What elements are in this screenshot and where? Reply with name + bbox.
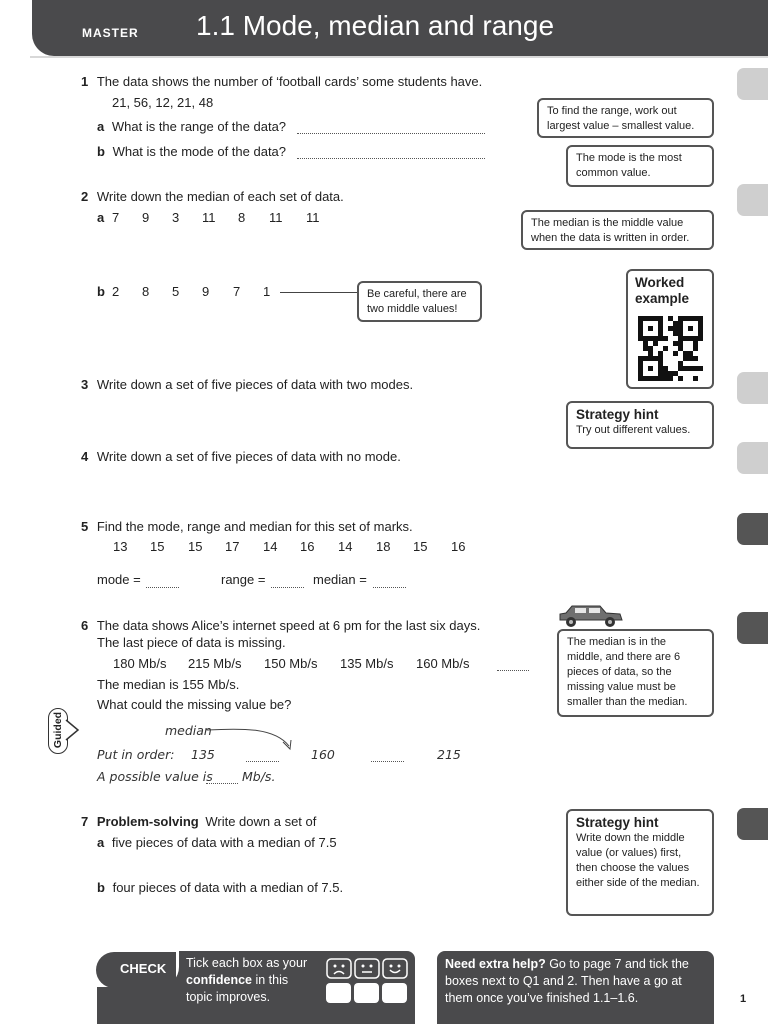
data-value: 7 bbox=[112, 210, 120, 225]
check-text-line: Tick each box as your bbox=[186, 956, 308, 970]
check-text-line: topic improves. bbox=[186, 990, 271, 1004]
mode-label: mode = bbox=[97, 572, 141, 587]
data-value: 135 Mb/s bbox=[340, 656, 394, 671]
order-blank-2[interactable] bbox=[371, 750, 404, 762]
strategy-hint-box bbox=[566, 401, 714, 449]
q7b bbox=[97, 880, 343, 896]
part-text: four pieces of data with a median of 7.5. bbox=[112, 880, 344, 895]
data-value: 5 bbox=[172, 284, 180, 299]
side-tab bbox=[737, 612, 768, 644]
question-2 bbox=[81, 189, 344, 205]
guided-label: Guided bbox=[52, 711, 64, 749]
question-6 bbox=[81, 618, 480, 634]
qr-code-icon bbox=[638, 316, 705, 381]
hw-order-label: Put in order: bbox=[97, 747, 175, 762]
median-hint-box bbox=[521, 210, 714, 250]
data-value: 17 bbox=[225, 539, 240, 554]
data-value: 215 Mb/s bbox=[188, 656, 242, 671]
question-text: The last piece of data is missing. bbox=[97, 635, 286, 650]
hw-possible-label: A possible value is bbox=[97, 769, 213, 784]
part-letter: b bbox=[97, 144, 105, 159]
answer-line[interactable] bbox=[297, 147, 485, 159]
data-value: 16 bbox=[300, 539, 315, 554]
confidence-faces-icon bbox=[326, 958, 408, 980]
question-3 bbox=[81, 377, 413, 393]
header-label: MASTER bbox=[82, 26, 139, 40]
question-number: 7 bbox=[81, 814, 89, 829]
question-number: 4 bbox=[81, 449, 89, 464]
careful-hint-box bbox=[357, 281, 482, 322]
part-text: What is the mode of the data? bbox=[112, 144, 287, 159]
header-divider bbox=[30, 56, 768, 58]
data-value: 11 bbox=[202, 210, 216, 225]
hint-text: The mode is the most common value. bbox=[576, 152, 682, 179]
data-value: 15 bbox=[150, 539, 165, 554]
check-text bbox=[186, 955, 307, 1006]
side-tab bbox=[737, 808, 768, 840]
help-title: Need extra help? bbox=[445, 957, 546, 971]
hint-text: To find the range, work out largest value – smallest value. bbox=[547, 105, 695, 132]
data-value: 2 bbox=[112, 284, 120, 299]
part-letter: b bbox=[97, 880, 105, 895]
range-label: range = bbox=[221, 572, 266, 587]
order-blank-1[interactable] bbox=[246, 750, 279, 762]
answer-line[interactable] bbox=[297, 122, 485, 134]
hint-text: Write down the middle value (or values) first, then choose the values either side of the median. bbox=[576, 832, 700, 889]
question-text: Write down a set of bbox=[205, 814, 317, 829]
data-value: 18 bbox=[376, 539, 391, 554]
question-text: The data shows the number of ‘football cards’ some students have. bbox=[96, 74, 483, 89]
question-number: 2 bbox=[81, 189, 89, 204]
confidence-tick-box[interactable] bbox=[354, 983, 379, 1003]
question-4 bbox=[81, 449, 401, 465]
worked-example-box[interactable] bbox=[626, 269, 714, 389]
question-text: The median is 155 Mb/s. bbox=[97, 677, 240, 692]
part-letter: a bbox=[97, 119, 105, 134]
guided-arrow-icon bbox=[64, 718, 80, 742]
missing-value-line[interactable] bbox=[497, 659, 529, 671]
worked-example-title: Worked example bbox=[635, 275, 690, 306]
data-value: 15 bbox=[188, 539, 203, 554]
range-hint-box bbox=[537, 98, 714, 138]
side-tab bbox=[737, 68, 768, 100]
side-tab bbox=[737, 513, 768, 545]
range-answer-line[interactable] bbox=[271, 576, 304, 588]
question-text: Write down the median of each set of data. bbox=[96, 189, 344, 204]
check-label: CHECK bbox=[96, 952, 176, 988]
check-text-line bbox=[186, 972, 307, 989]
question-text: Find the mode, range and median for this set of marks. bbox=[96, 519, 413, 534]
page-title: 1.1 Mode, median and range bbox=[196, 10, 555, 41]
data-value: 7 bbox=[233, 284, 241, 299]
strategy-hint-box-2 bbox=[566, 809, 714, 916]
confidence-tick-box[interactable] bbox=[326, 983, 351, 1003]
question-text: What could the missing value be? bbox=[97, 697, 292, 712]
side-tab bbox=[737, 372, 768, 404]
q7a bbox=[97, 835, 337, 851]
check-text-rest: in this bbox=[252, 973, 289, 987]
part-letter: a bbox=[97, 210, 105, 225]
data-value: 3 bbox=[172, 210, 180, 225]
hw-median: median bbox=[165, 723, 212, 738]
question-5 bbox=[81, 519, 413, 535]
data-value: 15 bbox=[413, 539, 428, 554]
question-number: 3 bbox=[81, 377, 89, 392]
question-1 bbox=[81, 74, 482, 90]
hw-value: 160 bbox=[311, 747, 335, 762]
side-tab bbox=[737, 442, 768, 474]
data-value: 9 bbox=[142, 210, 150, 225]
data-value: 1 bbox=[263, 284, 271, 299]
median-answer-line[interactable] bbox=[373, 576, 406, 588]
q1a bbox=[97, 119, 286, 135]
possible-value-line[interactable] bbox=[206, 772, 238, 784]
extra-help-panel bbox=[437, 951, 714, 1024]
confidence-tick-box[interactable] bbox=[382, 983, 407, 1003]
data-value: 11 bbox=[269, 210, 283, 225]
side-tab bbox=[737, 184, 768, 216]
hint-title: Strategy hint bbox=[576, 407, 659, 422]
mode-answer-line[interactable] bbox=[146, 576, 179, 588]
q1b bbox=[97, 144, 286, 160]
part-text: five pieces of data with a median of 7.5 bbox=[111, 835, 337, 850]
q1-data: 21, 56, 12, 21, 48 bbox=[112, 95, 214, 110]
data-value: 9 bbox=[202, 284, 210, 299]
q6-hint-box bbox=[557, 629, 714, 717]
question-text: Write down a set of five pieces of data with two modes. bbox=[96, 377, 414, 392]
mode-hint-box bbox=[566, 145, 714, 187]
data-value: 13 bbox=[113, 539, 128, 554]
question-text: Write down a set of five pieces of data with no mode. bbox=[96, 449, 401, 464]
data-value: 14 bbox=[263, 539, 278, 554]
hint-title: Strategy hint bbox=[576, 815, 659, 830]
data-value: 11 bbox=[306, 210, 320, 225]
data-value: 150 Mb/s bbox=[264, 656, 318, 671]
question-number: 5 bbox=[81, 519, 89, 534]
hw-unit: Mb/s. bbox=[242, 769, 276, 784]
data-value: 8 bbox=[142, 284, 150, 299]
part-letter: b bbox=[97, 284, 105, 299]
part-text: What is the range of the data? bbox=[111, 119, 287, 134]
car-icon bbox=[556, 602, 626, 630]
data-value: 160 Mb/s bbox=[416, 656, 470, 671]
median-label: median = bbox=[313, 572, 367, 587]
question-7 bbox=[81, 814, 316, 830]
hint-text: Try out different values. bbox=[576, 424, 691, 436]
question-number: 1 bbox=[81, 74, 89, 89]
hw-value: 215 bbox=[437, 747, 461, 762]
problem-solving-label: Problem-solving bbox=[96, 814, 199, 829]
data-value: 14 bbox=[338, 539, 353, 554]
question-number: 6 bbox=[81, 618, 89, 633]
page-number: 1 bbox=[740, 993, 747, 1005]
hw-value: 135 bbox=[191, 747, 215, 762]
hint-text: Be careful, there are two middle values! bbox=[367, 288, 467, 315]
part-letter: a bbox=[97, 835, 105, 850]
data-value: 180 Mb/s bbox=[113, 656, 167, 671]
help-text: Go to page 7 and tick the boxes next to Q1 and 2. Then have a go at them once you’ve finished 1.1–1.6. bbox=[445, 957, 689, 1005]
pointer-line bbox=[280, 292, 358, 293]
question-text: The data shows Alice’s internet speed at 6 pm for the last six days. bbox=[96, 618, 481, 633]
data-value: 16 bbox=[451, 539, 466, 554]
qr-module bbox=[698, 376, 703, 381]
data-value: 8 bbox=[238, 210, 246, 225]
hint-text: The median is the middle value when the data is written in order. bbox=[531, 217, 690, 244]
confidence-word: confidence bbox=[186, 973, 252, 987]
hint-text: The median is in the middle, and there are 6 pieces of data, so the missing value must be smaller than the median. bbox=[567, 636, 688, 708]
